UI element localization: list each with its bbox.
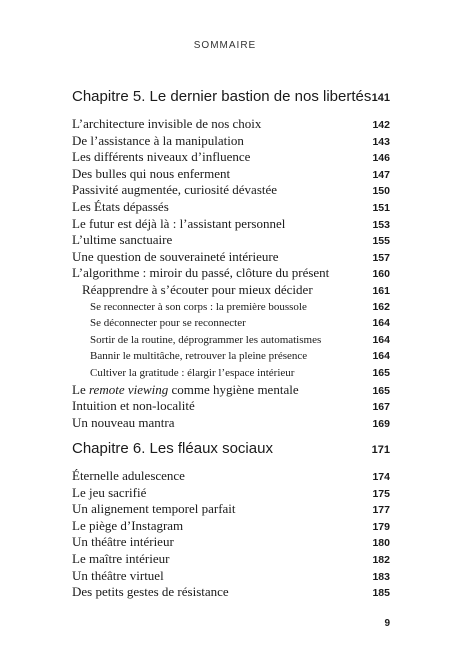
entry-page: 185 xyxy=(372,587,390,600)
toc-entry xyxy=(72,468,390,485)
toc-subentry xyxy=(72,332,390,349)
toc-entry xyxy=(72,282,390,299)
toc-entry xyxy=(72,485,390,502)
entry-title: Un théâtre virtuel xyxy=(72,567,164,583)
toc-entry xyxy=(72,182,390,199)
entry-title: Éternelle adulescence xyxy=(72,468,185,483)
toc-entry xyxy=(72,199,390,216)
toc-entry xyxy=(72,133,390,150)
entry-page: 167 xyxy=(372,401,390,414)
entry-page: 147 xyxy=(372,168,390,181)
entry-title: Se reconnecter à son corps : la première boussole xyxy=(90,300,307,313)
entry-page: 160 xyxy=(372,268,390,281)
entry-title: L’algorithme : miroir du passé, clôture du présent xyxy=(72,265,330,281)
page-number: 9 xyxy=(384,618,390,629)
entry-page: 157 xyxy=(372,251,390,264)
entry-page: 142 xyxy=(372,119,390,131)
entry-title xyxy=(72,382,299,399)
entry-page: 165 xyxy=(372,384,390,397)
chapter-page: 171 xyxy=(371,444,390,456)
toc-subentry xyxy=(72,315,390,332)
entry-page: 164 xyxy=(372,350,390,363)
entry-title: De l’assistance à la manipulation xyxy=(72,132,244,148)
chapter-title: Chapitre 5. Le dernier bastion de nos libertés xyxy=(72,88,372,105)
entry-title: L’ultime sanctuaire xyxy=(72,232,173,248)
entry-title: Se déconnecter pour se reconnecter xyxy=(90,317,246,330)
entry-title-part: Le xyxy=(72,381,89,397)
entry-page: 165 xyxy=(372,366,390,379)
toc-entry xyxy=(72,551,390,568)
toc-entry xyxy=(72,584,390,601)
chapter-page: 141 xyxy=(371,92,390,104)
entry-page: 143 xyxy=(372,135,390,148)
entry-title: Les États dépassés xyxy=(72,198,169,214)
entry-page: 180 xyxy=(372,537,390,550)
toc-entry xyxy=(72,398,390,415)
entry-page: 169 xyxy=(372,417,390,430)
page-header: SOMMAIRE xyxy=(193,40,257,51)
entry-title: Le piège d’Instagram xyxy=(72,517,184,533)
entry-page: 179 xyxy=(372,520,390,533)
toc-entry xyxy=(72,249,390,266)
entry-title: Une question de souveraineté intérieure xyxy=(72,248,279,264)
entry-page: 174 xyxy=(372,471,390,483)
entry-page: 151 xyxy=(372,201,390,214)
entry-page: 164 xyxy=(372,333,390,346)
toc-entry xyxy=(72,415,390,432)
entry-page: 162 xyxy=(372,300,390,313)
entry-page: 175 xyxy=(372,487,390,500)
entry-title: Le maître intérieur xyxy=(72,550,170,566)
entry-title: Intuition et non-localité xyxy=(72,398,195,414)
toc-entry xyxy=(72,382,390,399)
chapter-title: Chapitre 6. Les fléaux sociaux xyxy=(72,440,273,457)
entry-title: Le jeu sacrifié xyxy=(72,484,147,500)
toc-entry xyxy=(72,149,390,166)
entry-page: 183 xyxy=(372,570,390,583)
toc-subentry xyxy=(72,299,390,316)
toc-subentry xyxy=(72,348,390,365)
entry-page: 177 xyxy=(372,504,390,517)
toc-chapter-5 xyxy=(72,88,390,431)
entry-title: Un alignement temporel parfait xyxy=(72,501,236,517)
entry-title: Bannir le multitâche, retrouver la pleine présence xyxy=(90,350,308,363)
entry-title: Cultiver la gratitude : élargir l’espace intérieur xyxy=(90,366,295,379)
entry-title: Sortir de la routine, déprogrammer les automatismes xyxy=(90,333,322,346)
toc-entry xyxy=(72,534,390,551)
entry-title: Passivité augmentée, curiosité dévastée xyxy=(72,182,278,198)
entry-page: 155 xyxy=(372,235,390,248)
entry-title-italic: remote viewing xyxy=(88,381,169,397)
entry-page: 182 xyxy=(372,553,390,566)
entry-title-part: comme hygiène mentale xyxy=(168,381,299,397)
entry-title: Le futur est déjà là : l’assistant personnel xyxy=(72,215,286,231)
toc-entry xyxy=(72,568,390,585)
entry-title: Des petits gestes de résistance xyxy=(72,584,229,600)
entry-title: L’architecture invisible de nos choix xyxy=(72,116,262,131)
entry-page: 161 xyxy=(372,284,390,297)
chapter-heading xyxy=(72,88,390,110)
entry-page: 150 xyxy=(372,185,390,198)
chapter-heading xyxy=(72,440,390,462)
toc-entry xyxy=(72,501,390,518)
entry-title: Réapprendre à s’écouter pour mieux décider xyxy=(82,281,313,297)
entry-title: Un théâtre intérieur xyxy=(72,534,174,550)
entry-title: Les différents niveaux d’influence xyxy=(72,149,251,165)
toc-entry xyxy=(72,216,390,233)
toc-entry xyxy=(72,518,390,535)
toc-subentry xyxy=(72,365,390,382)
toc-entry xyxy=(72,116,390,133)
entry-page: 164 xyxy=(372,317,390,330)
toc-entry xyxy=(72,232,390,249)
entry-page: 153 xyxy=(372,218,390,231)
toc-entry xyxy=(72,265,390,282)
entry-title: Des bulles qui nous enferment xyxy=(72,165,231,181)
entry-title: Un nouveau mantra xyxy=(72,414,175,430)
entry-page: 146 xyxy=(372,152,390,165)
toc-entry xyxy=(72,166,390,183)
toc-chapter-6 xyxy=(72,440,390,601)
